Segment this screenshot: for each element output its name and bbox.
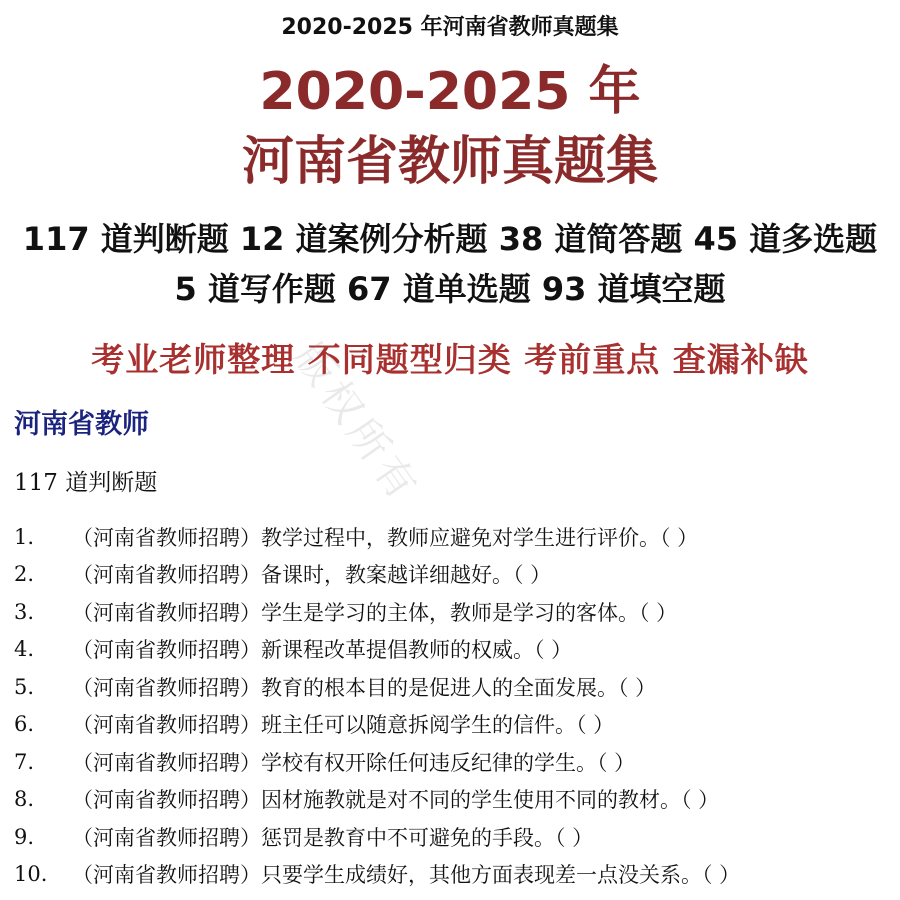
question-item — [14, 818, 894, 856]
question-item — [14, 743, 894, 781]
question-number: 6. — [14, 712, 35, 737]
question-text: （河南省教师招聘）惩罚是教育中不可避免的手段。（ ） — [72, 825, 594, 850]
question-number: 8. — [14, 787, 35, 812]
question-number: 5. — [14, 674, 35, 699]
cover-title-line2: 河南省教师真题集 — [241, 132, 658, 192]
question-item — [14, 856, 894, 894]
question-number: 7. — [14, 749, 35, 774]
question-number: 1. — [14, 524, 35, 549]
question-item — [14, 556, 894, 594]
question-item — [14, 518, 894, 556]
question-item — [14, 631, 894, 669]
question-text: （河南省教师招聘）班主任可以随意拆阅学生的信件。（ ） — [72, 713, 615, 738]
question-text: （河南省教师招聘）教学过程中，教师应避免对学生进行评价。（ ） — [72, 525, 699, 550]
question-text: （河南省教师招聘）教育的根本目的是促进人的全面发展。（ ） — [72, 675, 657, 700]
question-number: 9. — [14, 824, 35, 849]
page-header-title: 2020-2025 年河南省教师真题集 — [281, 15, 619, 40]
question-item — [14, 593, 894, 631]
question-number: 10. — [14, 862, 48, 887]
question-item — [14, 706, 894, 744]
question-text: （河南省教师招聘）学校有权开除任何违反纪律的学生。（ ） — [72, 750, 636, 775]
question-text: （河南省教师招聘）新课程改革提倡教师的权威。（ ） — [72, 638, 573, 663]
question-list — [14, 518, 894, 893]
question-text: （河南省教师招聘）只要学生成绩好，其他方面表现差一点没关系。（ ） — [72, 863, 741, 888]
cover-title-line1: 2020-2025 年 — [259, 62, 641, 122]
question-item — [14, 781, 894, 819]
tagline: 考业老师整理 不同题型归类 考前重点 查漏补缺 — [91, 340, 809, 379]
subsection-title: 117 道判断题 — [14, 470, 158, 496]
question-text: （河南省教师招聘）学生是学习的主体，教师是学习的客体。（ ） — [72, 600, 678, 625]
question-number: 3. — [14, 599, 35, 624]
question-count-summary: 117 道判断题 12 道案例分析题 38 道简答题 45 道多选题 5 道写作题 67 道单选题 93 道填空题 — [22, 220, 878, 308]
question-number: 4. — [14, 637, 35, 662]
section-title: 河南省教师 — [14, 409, 149, 440]
copyright-watermark: 版权所有 — [284, 335, 429, 513]
question-text: （河南省教师招聘）因材施教就是对不同的学生使用不同的教材。（ ） — [72, 788, 720, 813]
question-number: 2. — [14, 562, 35, 587]
question-text: （河南省教师招聘）备课时，教案越详细越好。（ ） — [72, 563, 552, 588]
question-item — [14, 668, 894, 706]
